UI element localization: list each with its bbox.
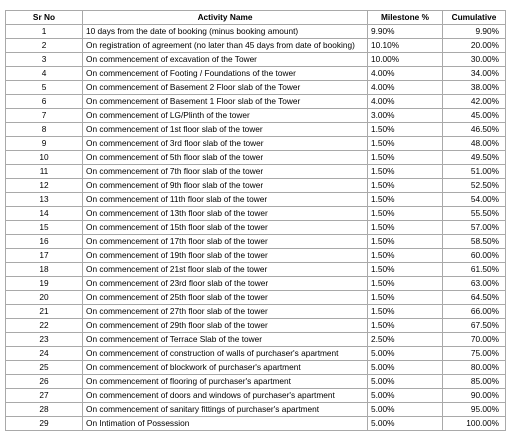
cumulative-cell: 95.00% [443,403,506,417]
payment-schedule [5,10,505,431]
cumulative-cell: 48.00% [443,137,506,151]
payment-schedule-table [5,10,506,431]
activity-cell: On commencement of 15th floor slab of the tower [83,221,368,235]
sr-no-cell: 26 [6,375,83,389]
table-row [6,319,506,333]
milestone-cell: 9.90% [368,25,443,39]
milestone-cell: 10.10% [368,39,443,53]
milestone-cell: 5.00% [368,347,443,361]
cumulative-cell: 54.00% [443,193,506,207]
cumulative-cell: 51.00% [443,165,506,179]
sr-no-cell: 19 [6,277,83,291]
sr-no-cell: 2 [6,39,83,53]
header-activity-name: Activity Name [83,11,368,25]
milestone-cell: 10.00% [368,53,443,67]
table-row [6,109,506,123]
cumulative-cell: 34.00% [443,67,506,81]
table-row [6,207,506,221]
activity-cell: On commencement of Footing / Foundations of the tower [83,67,368,81]
table-row [6,389,506,403]
cumulative-cell: 61.50% [443,263,506,277]
table-body [6,25,506,431]
table-row [6,137,506,151]
cumulative-cell: 67.50% [443,319,506,333]
cumulative-cell: 64.50% [443,291,506,305]
sr-no-cell: 11 [6,165,83,179]
table-row [6,81,506,95]
table-row [6,193,506,207]
sr-no-cell: 3 [6,53,83,67]
sr-no-cell: 4 [6,67,83,81]
sr-no-cell: 6 [6,95,83,109]
table-row [6,249,506,263]
sr-no-cell: 27 [6,389,83,403]
table-row [6,123,506,137]
sr-no-cell: 1 [6,25,83,39]
activity-cell: On commencement of 29th floor slab of the tower [83,319,368,333]
sr-no-cell: 17 [6,249,83,263]
activity-cell: On commencement of 7th floor slab of the tower [83,165,368,179]
milestone-cell: 2.50% [368,333,443,347]
activity-cell: On commencement of 3rd floor slab of the tower [83,137,368,151]
cumulative-cell: 45.00% [443,109,506,123]
activity-cell: On commencement of 5th floor slab of the tower [83,151,368,165]
sr-no-cell: 13 [6,193,83,207]
cumulative-cell: 55.50% [443,207,506,221]
table-row [6,361,506,375]
cumulative-cell: 75.00% [443,347,506,361]
milestone-cell: 4.00% [368,67,443,81]
activity-cell: On commencement of sanitary fittings of purchaser's apartment [83,403,368,417]
milestone-cell: 4.00% [368,95,443,109]
sr-no-cell: 10 [6,151,83,165]
milestone-cell: 1.50% [368,193,443,207]
sr-no-cell: 8 [6,123,83,137]
milestone-cell: 5.00% [368,403,443,417]
sr-no-cell: 24 [6,347,83,361]
milestone-cell: 1.50% [368,165,443,179]
table-row [6,403,506,417]
cumulative-cell: 46.50% [443,123,506,137]
table-row [6,39,506,53]
activity-cell: On commencement of 27th floor slab of the tower [83,305,368,319]
activity-cell: On commencement of 21st floor slab of the tower [83,263,368,277]
table-row [6,179,506,193]
sr-no-cell: 14 [6,207,83,221]
cumulative-cell: 80.00% [443,361,506,375]
milestone-cell: 1.50% [368,319,443,333]
sr-no-cell: 25 [6,361,83,375]
cumulative-cell: 52.50% [443,179,506,193]
cumulative-cell: 30.00% [443,53,506,67]
table-row [6,333,506,347]
activity-cell: On commencement of blockwork of purchaser's apartment [83,361,368,375]
table-row [6,151,506,165]
cumulative-cell: 57.00% [443,221,506,235]
sr-no-cell: 7 [6,109,83,123]
milestone-cell: 1.50% [368,137,443,151]
milestone-cell: 4.00% [368,81,443,95]
activity-cell: On commencement of excavation of the Tower [83,53,368,67]
milestone-cell: 1.50% [368,249,443,263]
milestone-cell: 5.00% [368,375,443,389]
sr-no-cell: 15 [6,221,83,235]
table-row [6,67,506,81]
sr-no-cell: 5 [6,81,83,95]
activity-cell: On commencement of Terrace Slab of the tower [83,333,368,347]
cumulative-cell: 85.00% [443,375,506,389]
cumulative-cell: 20.00% [443,39,506,53]
cumulative-cell: 60.00% [443,249,506,263]
sr-no-cell: 9 [6,137,83,151]
sr-no-cell: 28 [6,403,83,417]
cumulative-cell: 49.50% [443,151,506,165]
cumulative-cell: 63.00% [443,277,506,291]
activity-cell: On Intimation of Possession [83,417,368,431]
table-row [6,417,506,431]
milestone-cell: 1.50% [368,305,443,319]
table-row [6,165,506,179]
activity-cell: On commencement of 19th floor slab of the tower [83,249,368,263]
activity-cell: On commencement of 23rd floor slab of the tower [83,277,368,291]
activity-cell: On commencement of 25th floor slab of the tower [83,291,368,305]
milestone-cell: 3.00% [368,109,443,123]
activity-cell: On commencement of 9th floor slab of the tower [83,179,368,193]
activity-cell: On commencement of Basement 2 Floor slab of the Tower [83,81,368,95]
milestone-cell: 5.00% [368,361,443,375]
activity-cell: On commencement of 13th floor slab of the tower [83,207,368,221]
sr-no-cell: 18 [6,263,83,277]
cumulative-cell: 70.00% [443,333,506,347]
milestone-cell: 1.50% [368,123,443,137]
header-cumulative: Cumulative [443,11,506,25]
activity-cell: On registration of agreement (no later than 45 days from date of booking) [83,39,368,53]
header-milestone: Milestone % [368,11,443,25]
activity-cell: On commencement of Basement 1 Floor slab of the Tower [83,95,368,109]
activity-cell: On commencement of flooring of purchaser's apartment [83,375,368,389]
cumulative-cell: 9.90% [443,25,506,39]
table-row [6,263,506,277]
cumulative-cell: 42.00% [443,95,506,109]
milestone-cell: 1.50% [368,235,443,249]
activity-cell: 10 days from the date of booking (minus booking amount) [83,25,368,39]
sr-no-cell: 22 [6,319,83,333]
table-row [6,291,506,305]
sr-no-cell: 29 [6,417,83,431]
sr-no-cell: 23 [6,333,83,347]
table-row [6,375,506,389]
milestone-cell: 5.00% [368,389,443,403]
activity-cell: On commencement of LG/Plinth of the tower [83,109,368,123]
cumulative-cell: 66.00% [443,305,506,319]
milestone-cell: 1.50% [368,179,443,193]
milestone-cell: 1.50% [368,151,443,165]
cumulative-cell: 90.00% [443,389,506,403]
table-header-row [6,11,506,25]
activity-cell: On commencement of 17th floor slab of the tower [83,235,368,249]
header-sr-no: Sr No [6,11,83,25]
table-row [6,235,506,249]
milestone-cell: 1.50% [368,263,443,277]
activity-cell: On commencement of construction of walls of purchaser's apartment [83,347,368,361]
activity-cell: On commencement of doors and windows of purchaser's apartment [83,389,368,403]
cumulative-cell: 58.50% [443,235,506,249]
table-row [6,95,506,109]
sr-no-cell: 21 [6,305,83,319]
milestone-cell: 1.50% [368,207,443,221]
sr-no-cell: 12 [6,179,83,193]
cumulative-cell: 100.00% [443,417,506,431]
sr-no-cell: 16 [6,235,83,249]
activity-cell: On commencement of 11th floor slab of the tower [83,193,368,207]
table-row [6,347,506,361]
sr-no-cell: 20 [6,291,83,305]
milestone-cell: 1.50% [368,291,443,305]
table-row [6,277,506,291]
milestone-cell: 1.50% [368,277,443,291]
activity-cell: On commencement of 1st floor slab of the tower [83,123,368,137]
table-row [6,305,506,319]
milestone-cell: 1.50% [368,221,443,235]
cumulative-cell: 38.00% [443,81,506,95]
table-row [6,221,506,235]
table-row [6,25,506,39]
table-row [6,53,506,67]
milestone-cell: 5.00% [368,417,443,431]
